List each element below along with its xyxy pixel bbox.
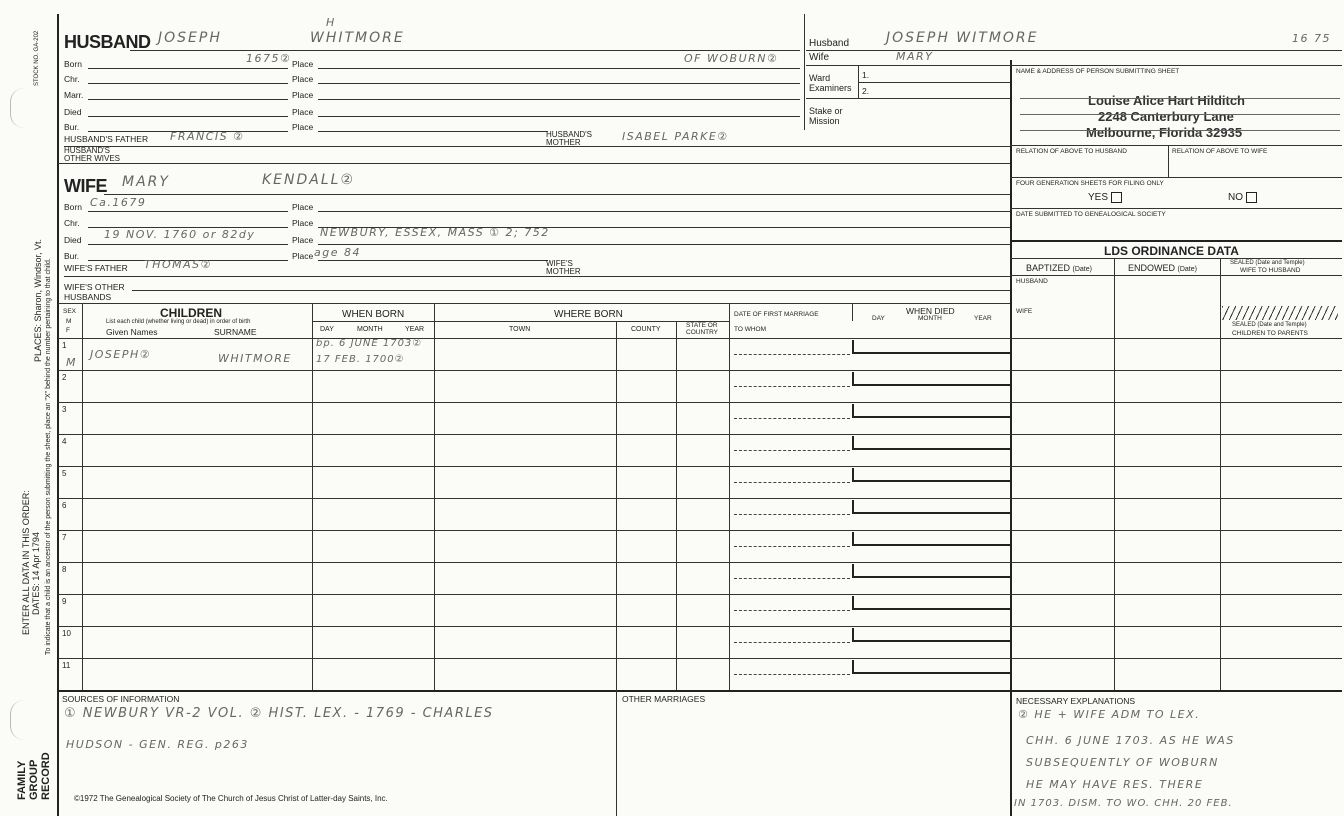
endowed-label	[1128, 263, 1197, 273]
child-row-number: 6	[62, 501, 67, 510]
child-row-divider	[58, 594, 1010, 595]
baptized-text: BAPTIZED	[1026, 263, 1071, 273]
sealed-child-label-1: SEALED (Date and Temple)	[1232, 322, 1307, 328]
copyright: ©1972 The Genealogical Society of The Church of Jesus Christ of Latter-day Saints, Inc.	[74, 794, 388, 803]
to-whom-label: TO WHOM	[734, 326, 767, 333]
wife-mother-label-1: WIFE'S	[546, 259, 573, 268]
fgr-title-1: FAMILY	[16, 760, 28, 800]
hdr-husband-value: JOSEPH WITMORE	[886, 30, 1039, 46]
punch-hole-2	[10, 700, 24, 740]
child-died-bracket	[852, 340, 1010, 354]
child-row-number: 4	[62, 437, 67, 446]
child-marriage-line	[734, 354, 850, 355]
child-marriage-line	[734, 482, 850, 483]
sources-line-1: ① NEWBURY VR-2 VOL. ② HIST. LEX. - 1769 - CHARLES	[64, 706, 494, 721]
child-marriage-line	[734, 546, 850, 547]
child-died-bracket	[852, 372, 1010, 386]
endowed-text: ENDOWED	[1128, 263, 1175, 273]
child-row-divider	[58, 370, 1010, 371]
sealed-child-hatch	[1222, 306, 1338, 320]
when-born-label: WHEN BORN	[342, 309, 405, 320]
explanations-label: NECESSARY EXPLANATIONS	[1016, 696, 1136, 706]
child-marriage-line	[734, 450, 850, 451]
lds-row-divider	[1010, 498, 1342, 499]
explanation-line-4: HE MAY HAVE RES. THERE	[1026, 778, 1204, 791]
sealed-wife-label-1: SEALED (Date and Temple)	[1230, 260, 1305, 266]
date-submitted-label: DATE SUBMITTED TO GENEALOGICAL SOCIETY	[1016, 211, 1166, 218]
child-marriage-line	[734, 386, 850, 387]
children-note: List each child (whether living or dead) in order of birth	[106, 319, 251, 325]
husband-mother-label-2: MOTHER	[546, 138, 581, 147]
child-row-number: 10	[62, 629, 71, 638]
husband-heading: HUSBAND	[64, 32, 151, 52]
child-died-bracket	[852, 404, 1010, 418]
child-row-number: 9	[62, 597, 67, 606]
sealed-child-label-2: CHILDREN TO PARENTS	[1232, 330, 1308, 337]
punch-hole-1	[10, 88, 24, 128]
husband-died-label: Died	[64, 107, 82, 117]
born-month-label: MONTH	[357, 326, 383, 333]
wife-born-label: Born	[64, 202, 82, 212]
child-marriage-line	[734, 578, 850, 579]
child-1-surname: WHITMORE	[218, 352, 292, 365]
wife-father-value: THOMAS②	[144, 258, 213, 271]
child-row-number: 5	[62, 469, 67, 478]
wife-died-place: NEWBURY, ESSEX, MASS ① 2; 752	[320, 226, 550, 239]
child-died-bracket	[852, 500, 1010, 514]
no-label: NO	[1228, 192, 1243, 204]
wife-father-label: WIFE'S FATHER	[64, 263, 128, 273]
wife-mother-label-2: MOTHER	[546, 267, 581, 276]
child-row-divider	[58, 530, 1010, 531]
no-checkbox[interactable]	[1228, 192, 1257, 203]
wife-first-name: MARY	[122, 174, 170, 190]
first-marriage-label: DATE OF FIRST MARRIAGE	[734, 311, 819, 318]
baptized-label	[1026, 263, 1092, 273]
child-died-bracket	[852, 660, 1010, 674]
child-row-divider	[58, 658, 1010, 659]
sex-m-label: M	[66, 318, 72, 325]
husband-marr-place-label: Place	[292, 90, 314, 100]
wife-bur-label: Bur.	[64, 251, 80, 261]
given-names-label: Given Names	[106, 327, 158, 337]
examiner-1: 1.	[862, 70, 870, 80]
fgr-title-3: RECORD	[40, 752, 52, 800]
yes-box[interactable]	[1111, 192, 1122, 203]
lds-husband-label: HUSBAND	[1016, 278, 1048, 285]
child-row-number: 7	[62, 533, 67, 542]
wife-heading: WIFE	[64, 176, 107, 196]
child-row-number: 11	[62, 661, 71, 670]
husband-died-place-label: Place	[292, 107, 314, 117]
child-died-bracket	[852, 532, 1010, 546]
submitter-street: 2248 Canterbury Lane	[1098, 109, 1234, 124]
born-day-label: DAY	[320, 326, 334, 333]
husband-mother-value: ISABEL PARKE②	[622, 130, 729, 143]
lds-row-divider	[1010, 370, 1342, 371]
wife-chr-place-label: Place	[292, 218, 314, 228]
other-marriages-label: OTHER MARRIAGES	[622, 694, 706, 704]
places-order: PLACES: Sharon, Windsor, Vt.	[33, 238, 43, 362]
explanation-line-3: SUBSEQUENTLY OF WOBURN	[1026, 756, 1219, 769]
lds-title: LDS ORDINANCE DATA	[1104, 244, 1239, 258]
county-label: COUNTY	[631, 326, 661, 333]
husband-bur-label: Bur.	[64, 122, 80, 132]
children-title: CHILDREN	[160, 306, 222, 320]
lds-row-divider	[1010, 562, 1342, 563]
child-marriage-line	[734, 642, 850, 643]
lds-row-divider	[1010, 626, 1342, 627]
stock-number: STOCK NO. GA-202	[34, 30, 40, 86]
husband-father-label: HUSBAND'S FATHER	[64, 134, 149, 144]
examiners-label: Examiners	[809, 83, 852, 93]
child-1-sex: M	[66, 356, 77, 369]
surname-label: SURNAME	[214, 327, 257, 337]
child-row-divider	[58, 466, 1010, 467]
wife-bur-place-label: Place	[292, 251, 314, 261]
explanation-line-1: ② HE + WIFE ADM TO LEX.	[1018, 708, 1201, 721]
child-died-bracket	[852, 468, 1010, 482]
submitter-name: Louise Alice Hart Hilditch	[1088, 93, 1245, 108]
lds-row-divider	[1010, 530, 1342, 531]
enter-data-order: ENTER ALL DATA IN THIS ORDER:	[21, 490, 31, 635]
lds-row-divider	[1010, 658, 1342, 659]
lds-row-divider	[1010, 402, 1342, 403]
child-row-divider	[58, 626, 1010, 627]
wife-died-place-label: Place	[292, 235, 314, 245]
born-year-label: YEAR	[405, 326, 425, 333]
baptized-date: (Date)	[1072, 266, 1092, 273]
submitter-city: Melbourne, Florida 32935	[1086, 125, 1243, 140]
child-marriage-line	[734, 514, 850, 515]
husband-father-value: FRANCIS ②	[170, 130, 245, 143]
husband-chr-place-label: Place	[292, 74, 314, 84]
sex-label: SEX	[63, 308, 77, 315]
husband-other-wives-2: OTHER WIVES	[64, 154, 121, 163]
died-day-label: DAY	[872, 315, 885, 322]
examiner-2: 2.	[862, 86, 870, 96]
when-died-label: WHEN DIED	[906, 306, 955, 316]
lds-wife-label: WIFE	[1016, 308, 1033, 315]
husband-first-name: JOSEPH	[158, 30, 222, 46]
husband-born-place: OF WOBURN②	[684, 52, 779, 65]
sources-label: SOURCES OF INFORMATION	[62, 694, 180, 704]
submitter-heading: NAME & ADDRESS OF PERSON SUBMITTING SHEET	[1016, 68, 1180, 75]
died-year-label: YEAR	[974, 315, 992, 322]
town-label: TOWN	[509, 326, 531, 333]
no-box[interactable]	[1246, 192, 1257, 203]
child-row-divider	[58, 562, 1010, 563]
wife-other-husbands-1: WIFE'S OTHER	[64, 282, 125, 292]
husband-mother-label-1: HUSBAND'S	[546, 130, 592, 139]
child-marriage-line	[734, 674, 850, 675]
husband-surname: WHITMORE	[310, 30, 405, 46]
hdr-wife-value: MARY	[896, 50, 934, 63]
stake-label-1: Stake or	[809, 106, 843, 116]
endowed-date: (Date)	[1177, 266, 1197, 273]
child-row-divider	[58, 402, 1010, 403]
child-row-number: 8	[62, 565, 67, 574]
child-1-given: JOSEPH②	[90, 348, 152, 361]
died-month-label: MONTH	[918, 315, 942, 322]
relation-husband-label: RELATION OF ABOVE TO HUSBAND	[1016, 148, 1127, 155]
state-label-1: STATE OR	[686, 322, 718, 329]
hdr-wife-label: Wife	[809, 52, 829, 63]
ancestor-instruction: To indicate that a child is an ancestor of the person submitting the sheet, place an "X" behind the number pertaining to that child.	[45, 258, 52, 655]
husband-bur-place-label: Place	[292, 122, 314, 132]
husband-marr-label: Marr.	[64, 90, 84, 100]
child-row-number: 2	[62, 373, 67, 382]
child-row-divider	[58, 498, 1010, 499]
wife-other-husbands-2: HUSBANDS	[64, 292, 112, 302]
state-label-2: COUNTRY	[686, 329, 719, 336]
sources-line-2: HUDSON - GEN. REG. p263	[66, 738, 249, 751]
child-died-bracket	[852, 436, 1010, 450]
where-born-label: WHERE BORN	[554, 309, 623, 320]
explanation-line-2: CHH. 6 JUNE 1703. AS HE WAS	[1026, 734, 1235, 747]
husband-chr-label: Chr.	[64, 74, 80, 84]
wife-born-value: Ca.1679	[90, 196, 147, 209]
husband-middle-initial: H	[326, 16, 336, 29]
four-gen-label: FOUR GENERATION SHEETS FOR FILING ONLY	[1016, 180, 1164, 187]
yes-checkbox[interactable]	[1088, 192, 1122, 203]
stake-label-2: Mission	[809, 116, 840, 126]
child-marriage-line	[734, 418, 850, 419]
child-marriage-line	[734, 610, 850, 611]
page-number: 16 75	[1292, 32, 1331, 45]
hdr-husband-label: Husband	[809, 38, 850, 49]
dates-order: DATES: 14 Apr 1794	[31, 532, 41, 615]
yes-label: YES	[1088, 192, 1109, 204]
wife-died-label: Died	[64, 235, 82, 245]
sealed-wife-label-2: WIFE TO HUSBAND	[1240, 267, 1301, 274]
wife-surname: KENDALL②	[262, 172, 356, 188]
relation-wife-label: RELATION OF ABOVE TO WIFE	[1172, 148, 1268, 155]
child-1-born-2: 17 FEB. 1700②	[316, 354, 405, 365]
explanation-line-5: IN 1703. DISM. TO WO. CHH. 20 FEB.	[1014, 798, 1233, 809]
wife-chr-label: Chr.	[64, 218, 80, 228]
ward-label: Ward	[809, 73, 831, 83]
child-row-number: 1	[62, 341, 67, 350]
wife-born-place-label: Place	[292, 202, 314, 212]
lds-row-divider	[1010, 338, 1342, 339]
child-row-number: 3	[62, 405, 67, 414]
husband-other-wives-1: HUSBAND'S	[64, 146, 110, 155]
child-row-divider	[58, 434, 1010, 435]
child-died-bracket	[852, 628, 1010, 642]
fgr-title-2: GROUP	[28, 759, 40, 800]
husband-born-place-label: Place	[292, 59, 314, 69]
husband-born-label: Born	[64, 59, 82, 69]
child-1-born-1: bp. 6 JUNE 1703②	[316, 338, 423, 349]
sex-f-label: F	[66, 327, 70, 334]
husband-born-value: 1675②	[246, 52, 292, 65]
wife-bur-value: age 84	[314, 246, 361, 259]
wife-died-value: 19 NOV. 1760 or 82dy	[104, 228, 256, 241]
lds-row-divider	[1010, 594, 1342, 595]
child-died-bracket	[852, 564, 1010, 578]
lds-row-divider	[1010, 434, 1342, 435]
child-died-bracket	[852, 596, 1010, 610]
lds-row-divider	[1010, 466, 1342, 467]
